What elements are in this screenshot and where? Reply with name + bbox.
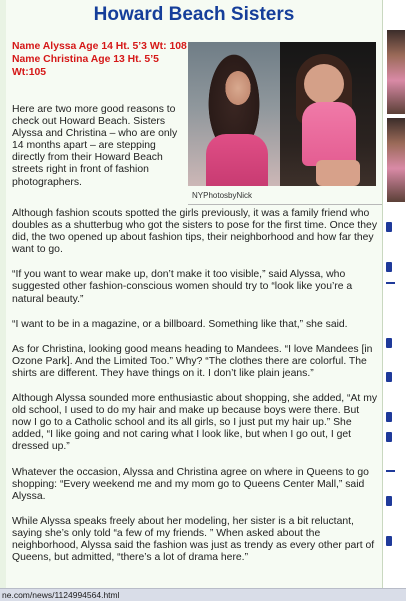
sidebar-link[interactable]	[386, 432, 392, 442]
sidebar-link[interactable]	[386, 536, 392, 546]
article-panel	[6, 0, 383, 588]
sisters-photo[interactable]	[188, 42, 376, 186]
sidebar-thumbnail[interactable]	[387, 30, 405, 114]
sidebar-link[interactable]	[386, 282, 395, 284]
sidebar-link[interactable]	[386, 496, 392, 506]
sidebar-link[interactable]	[386, 338, 392, 348]
article-title: Howard Beach Sisters	[93, 4, 295, 25]
right-sidebar	[383, 0, 406, 588]
sidebar-link[interactable]	[386, 262, 392, 272]
photo-alyssa	[188, 42, 280, 186]
paragraph: Although Alyssa sounded more enthusiastic about shopping, she added, “At my old school, I used to do my hair and make up because boys were there. But now I go to a Catholic school and its all girls, so I just put my hair up.” She added, “I like going and not caring what I look like, but when I go out, I get dressed up.”	[12, 393, 378, 453]
article-intro: Here are two more good reasons to check out Howard Beach. Sisters Alyssa and Christina – who are only 14 months apart – are stepping directly from their Howard Beach streets right in front of fashion photographers.	[12, 104, 178, 188]
browser-status-bar	[0, 588, 406, 601]
photo-caption: NYPhotosbyNick	[192, 191, 253, 200]
sidebar-link[interactable]	[386, 222, 392, 232]
caption-divider	[188, 204, 382, 205]
paragraph: As for Christina, looking good means heading to Mandees. “I love Mandees [in Ozone Park]. And the Limited Too.” Why? “The clothes there are colorful. The shirts are different. They have things on it. I don’t like plain jeans.”	[12, 343, 373, 379]
photo-christina	[280, 42, 376, 186]
paragraph: Whatever the occasion, Alyssa and Christina agree on where in Queens to go shopping: “Every weekend me and my mom go to Queens Center Mall,” said Alyssa.	[12, 466, 369, 502]
paragraph: Although fashion scouts spotted the girls previously, it was a family friend who doubles as a shutterbug who got the sisters to pose for the first time. Once they did, the two opened up about fashion tips, their neighborhood and how far they want to go.	[12, 208, 378, 256]
article-body	[12, 208, 378, 577]
paragraph: “If you want to wear make up, don’t make it too visible,” said Alyssa, who suggested other fashion-conscious women should try to “look like you’re a natural beauty.”	[12, 269, 353, 305]
stats-christina: Name Christina Age 13 Ht. 5’5 Wt:105	[12, 54, 159, 78]
paragraph: While Alyssa speaks freely about her modeling, her sister is a bit reluctant, saying she’s only told “a few of my friends. ” When asked about the neighborhood, Alyssa said the fashion was just as trendy as every other part of Queens, but admitted, “there’s a lot of drama here.”	[12, 515, 375, 564]
sidebar-link[interactable]	[386, 470, 395, 472]
sidebar-link[interactable]	[386, 372, 392, 382]
sidebar-thumbnail[interactable]	[387, 118, 405, 202]
status-url: ne.com/news/1124994564.html	[2, 590, 120, 600]
paragraph: “I want to be in a magazine, or a billboard. Something like that,” she said.	[12, 318, 348, 330]
model-stats	[12, 40, 188, 79]
sidebar-link[interactable]	[386, 412, 392, 422]
stats-alyssa: Name Alyssa Age 14 Ht. 5’3 Wt: 108	[12, 41, 187, 52]
